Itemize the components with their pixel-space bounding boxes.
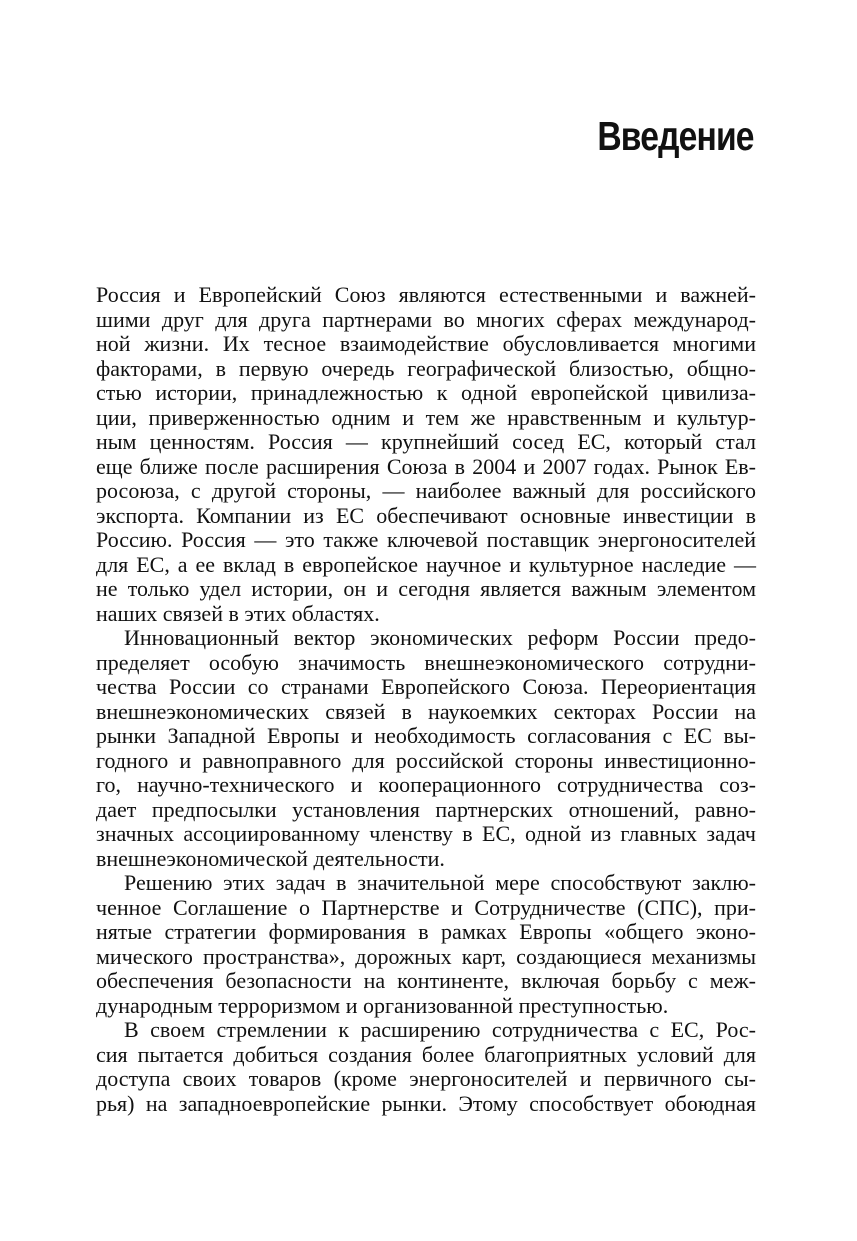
text-line: наших связей в этих областях. [96,600,380,626]
text-line: годного и равноправного для российской стороны инвестиционно- [96,747,756,773]
text-line: чества России со странами Европейского Союза. Переориентация [96,674,756,699]
text-line: стью истории, принадлежностью к одной европейской цивилиза- [96,380,756,405]
text-line: нятые стратегии формирования в рамках Европы «общего эконо- [96,919,756,944]
text-line: дународным терроризмом и организованной преступностью. [96,992,669,1018]
text-line: экспорта. Компании из ЕС обеспечивают основные инвестиции в [96,502,756,528]
paragraph-3 [96,871,756,1018]
text-line: дает предпосылки установления партнерских отношений, равно- [96,796,756,822]
text-line: мического пространства», дорожных карт, создающиеся механизмы [96,943,756,969]
paragraph-2 [96,626,756,871]
text-line: рья) на западноевропейские рынки. Этому способствует обоюдная [96,1090,756,1116]
text-line: обеспечения безопасности на континенте, включая борьбу с меж- [96,968,756,993]
text-line: внешнеэкономической деятельности. [96,845,445,871]
text-line: росоюза, с другой стороны, — наиболее важный для российского [96,478,756,503]
text-line: сия пытается добиться создания более благоприятных условий для [96,1041,756,1067]
text-line: факторами, в первую очередь географической близостью, общно- [96,355,756,381]
text-line: Инновационный вектор экономических реформ России предо- [124,625,756,650]
text-line: Россия и Европейский Союз являются естественными и важней- [96,282,756,307]
text-line: ным ценностям. Россия — крупнейший сосед ЕС, который стал [96,429,756,454]
text-line: доступа своих товаров (кроме энергоносителей и первичного сы- [96,1066,756,1091]
paragraph-4 [96,1018,756,1116]
text-line: Россию. Россия — это также ключевой поставщик энергоносителей [96,527,756,552]
text-line: пределяет особую значимость внешнеэкономического сотрудни- [96,649,756,675]
page-title: Введение [597,113,754,159]
text-line: еще ближе после расширения Союза в 2004 и 2007 годах. Рынок Ев- [96,453,756,479]
text-line: шими друг для друга партнерами во многих сферах международ- [96,306,756,332]
text-line: ции, приверженностью одним и тем же нравственным и культур- [96,404,756,430]
body-text [96,283,756,1116]
text-line: В своем стремлении к расширению сотрудничества с ЕС, Рос- [124,1017,756,1042]
text-line: Решению этих задач в значительной мере способствуют заклю- [124,870,756,895]
text-line: го, научно-технического и кооперационного сотрудничества соз- [96,772,756,797]
paragraph-1 [96,283,756,626]
text-line: ной жизни. Их тесное взаимодействие обусловливается многими [96,331,756,356]
text-line: рынки Западной Европы и необходимость согласования с ЕС вы- [96,723,756,748]
text-line: внешнеэкономических связей в наукоемких секторах России на [96,698,756,724]
text-line: не только удел истории, он и сегодня является важным элементом [96,576,756,601]
text-line: ченное Соглашение о Партнерстве и Сотрудничестве (СПС), при- [96,894,756,920]
text-line: для ЕС, а ее вклад в европейское научное и культурное наследие — [96,551,756,577]
text-line: значных ассоциированному членству в ЕС, одной из главных задач [96,821,756,846]
